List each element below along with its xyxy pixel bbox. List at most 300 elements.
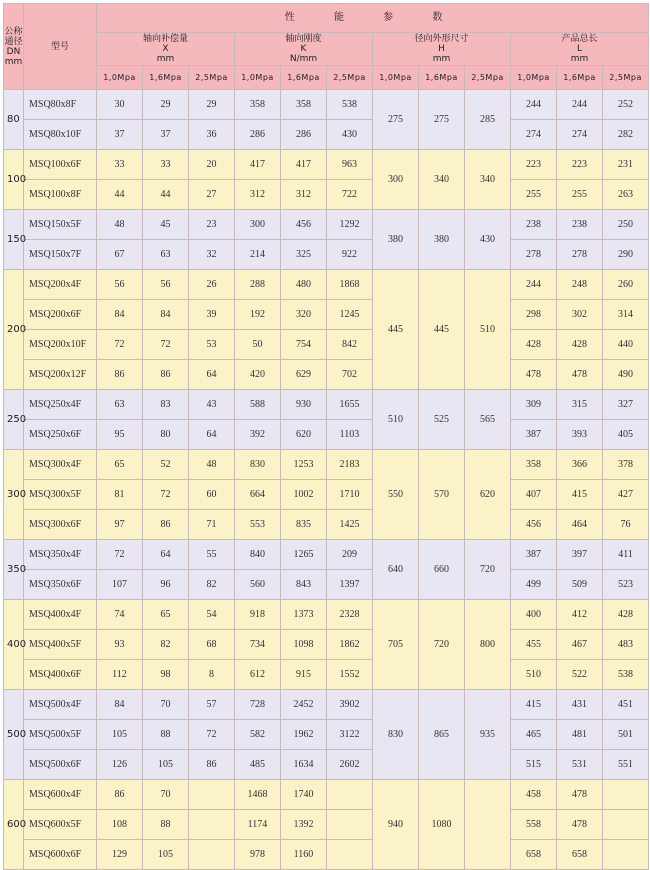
total-length-cell: 315 bbox=[557, 390, 603, 420]
axial-compensation-cell: 126 bbox=[97, 750, 143, 780]
total-length-cell: 490 bbox=[603, 360, 649, 390]
total-length-cell: 400 bbox=[511, 600, 557, 630]
axial-stiffness-cell: 320 bbox=[281, 300, 327, 330]
dn-cell: 350 bbox=[4, 540, 24, 600]
radial-dimension-cell: 275 bbox=[373, 90, 419, 150]
axial-compensation-cell: 86 bbox=[189, 750, 235, 780]
axial-stiffness-cell: 430 bbox=[327, 120, 373, 150]
total-length-cell: 244 bbox=[511, 270, 557, 300]
axial-compensation-cell: 80 bbox=[143, 420, 189, 450]
radial-dimension-cell: 510 bbox=[465, 270, 511, 390]
total-length-cell: 255 bbox=[557, 180, 603, 210]
dn-cell: 80 bbox=[4, 90, 24, 150]
total-length-cell: 274 bbox=[511, 120, 557, 150]
axial-stiffness-cell: 612 bbox=[235, 660, 281, 690]
axial-compensation-cell: 108 bbox=[97, 810, 143, 840]
radial-dimension-cell: 275 bbox=[419, 90, 465, 150]
axial-compensation-cell: 72 bbox=[189, 720, 235, 750]
radial-dimension-cell: 570 bbox=[419, 450, 465, 540]
axial-stiffness-cell: 358 bbox=[235, 90, 281, 120]
total-length-cell: 451 bbox=[603, 690, 649, 720]
group-name: 轴向补偿量 bbox=[142, 34, 188, 44]
axial-compensation-cell: 56 bbox=[97, 270, 143, 300]
total-length-cell: 658 bbox=[511, 840, 557, 870]
model-cell: MSQ200x4F bbox=[24, 270, 97, 300]
total-length-cell: 428 bbox=[511, 330, 557, 360]
axial-compensation-cell: 74 bbox=[97, 600, 143, 630]
axial-stiffness-cell: 754 bbox=[281, 330, 327, 360]
group-sym: L bbox=[577, 44, 583, 54]
axial-compensation-cell: 82 bbox=[189, 570, 235, 600]
axial-compensation-cell: 88 bbox=[143, 810, 189, 840]
table-row bbox=[4, 450, 649, 480]
table-row bbox=[4, 150, 649, 180]
total-length-cell bbox=[603, 840, 649, 870]
total-length-cell: 478 bbox=[557, 780, 603, 810]
axial-stiffness-cell: 485 bbox=[235, 750, 281, 780]
axial-stiffness-cell: 1253 bbox=[281, 450, 327, 480]
radial-dimension-cell: 445 bbox=[419, 270, 465, 390]
total-length-cell: 314 bbox=[603, 300, 649, 330]
axial-stiffness-cell: 1868 bbox=[327, 270, 373, 300]
total-length-cell: 238 bbox=[511, 210, 557, 240]
table-row bbox=[4, 300, 649, 330]
dn-label-1: 公称 bbox=[4, 26, 23, 37]
table-row bbox=[4, 510, 649, 540]
table-row bbox=[4, 180, 649, 210]
table-row bbox=[4, 810, 649, 840]
axial-compensation-cell: 33 bbox=[143, 150, 189, 180]
radial-dimension-cell: 445 bbox=[373, 270, 419, 390]
axial-compensation-cell: 32 bbox=[189, 240, 235, 270]
axial-compensation-cell: 43 bbox=[189, 390, 235, 420]
axial-stiffness-cell: 1160 bbox=[281, 840, 327, 870]
radial-dimension-cell: 1080 bbox=[419, 780, 465, 870]
total-length-cell: 501 bbox=[603, 720, 649, 750]
axial-compensation-cell: 29 bbox=[143, 90, 189, 120]
axial-stiffness-cell: 1655 bbox=[327, 390, 373, 420]
axial-stiffness-cell: 288 bbox=[235, 270, 281, 300]
axial-compensation-cell: 39 bbox=[189, 300, 235, 330]
axial-stiffness-cell: 629 bbox=[281, 360, 327, 390]
axial-compensation-cell: 95 bbox=[97, 420, 143, 450]
model-cell: MSQ300x6F bbox=[24, 510, 97, 540]
table-row bbox=[4, 330, 649, 360]
axial-stiffness-cell: 1552 bbox=[327, 660, 373, 690]
total-length-cell: 510 bbox=[511, 660, 557, 690]
axial-compensation-cell: 55 bbox=[189, 540, 235, 570]
axial-compensation-cell: 72 bbox=[143, 480, 189, 510]
group-header-h bbox=[373, 33, 511, 66]
axial-stiffness-cell: 417 bbox=[281, 150, 327, 180]
radial-dimension-cell: 525 bbox=[419, 390, 465, 450]
axial-stiffness-cell: 420 bbox=[235, 360, 281, 390]
axial-stiffness-cell: 1245 bbox=[327, 300, 373, 330]
axial-stiffness-cell: 2602 bbox=[327, 750, 373, 780]
group-unit: N/mm bbox=[289, 54, 318, 64]
model-cell: MSQ80x8F bbox=[24, 90, 97, 120]
performance-parameter-table bbox=[3, 3, 649, 870]
total-length-cell: 282 bbox=[603, 120, 649, 150]
axial-compensation-cell bbox=[189, 780, 235, 810]
axial-stiffness-cell: 1174 bbox=[235, 810, 281, 840]
axial-compensation-cell: 65 bbox=[143, 600, 189, 630]
model-cell: MSQ200x6F bbox=[24, 300, 97, 330]
total-length-cell: 499 bbox=[511, 570, 557, 600]
model-cell: MSQ100x6F bbox=[24, 150, 97, 180]
table-row bbox=[4, 600, 649, 630]
axial-compensation-cell: 86 bbox=[143, 510, 189, 540]
axial-stiffness-cell: 1397 bbox=[327, 570, 373, 600]
dn-cell: 150 bbox=[4, 210, 24, 270]
axial-compensation-cell: 23 bbox=[189, 210, 235, 240]
model-cell: MSQ250x4F bbox=[24, 390, 97, 420]
axial-compensation-cell: 68 bbox=[189, 630, 235, 660]
total-length-cell: 302 bbox=[557, 300, 603, 330]
axial-stiffness-cell: 1373 bbox=[281, 600, 327, 630]
total-length-cell: 558 bbox=[511, 810, 557, 840]
axial-stiffness-cell: 480 bbox=[281, 270, 327, 300]
radial-dimension-cell: 830 bbox=[373, 690, 419, 780]
axial-stiffness-cell: 358 bbox=[281, 90, 327, 120]
total-length-cell: 252 bbox=[603, 90, 649, 120]
table-row bbox=[4, 840, 649, 870]
axial-compensation-cell bbox=[189, 810, 235, 840]
model-cell: MSQ400x5F bbox=[24, 630, 97, 660]
radial-dimension-cell: 550 bbox=[373, 450, 419, 540]
axial-stiffness-cell: 560 bbox=[235, 570, 281, 600]
model-cell: MSQ200x12F bbox=[24, 360, 97, 390]
axial-compensation-cell: 86 bbox=[97, 780, 143, 810]
radial-dimension-cell: 865 bbox=[419, 690, 465, 780]
axial-stiffness-cell: 50 bbox=[235, 330, 281, 360]
total-length-cell bbox=[603, 810, 649, 840]
model-cell: MSQ400x4F bbox=[24, 600, 97, 630]
axial-compensation-cell bbox=[189, 840, 235, 870]
axial-compensation-cell: 72 bbox=[97, 540, 143, 570]
axial-stiffness-cell: 582 bbox=[235, 720, 281, 750]
radial-dimension-cell: 565 bbox=[465, 390, 511, 450]
group-name: 产品总长 bbox=[561, 34, 598, 44]
table-row bbox=[4, 570, 649, 600]
total-length-cell: 250 bbox=[603, 210, 649, 240]
radial-dimension-cell: 935 bbox=[465, 690, 511, 780]
group-header-k bbox=[235, 33, 373, 66]
total-length-cell: 538 bbox=[603, 660, 649, 690]
table-row bbox=[4, 750, 649, 780]
pressure-header: 1,6Mpa bbox=[557, 66, 603, 90]
dn-label-2: 通径 bbox=[4, 36, 23, 47]
total-length-cell: 405 bbox=[603, 420, 649, 450]
group-sym: X bbox=[162, 44, 169, 54]
axial-stiffness-cell: 2452 bbox=[281, 690, 327, 720]
axial-compensation-cell: 44 bbox=[97, 180, 143, 210]
total-length-cell: 248 bbox=[557, 270, 603, 300]
specification-sheet bbox=[3, 3, 649, 870]
model-cell: MSQ350x6F bbox=[24, 570, 97, 600]
radial-dimension-cell: 720 bbox=[465, 540, 511, 600]
axial-stiffness-cell: 830 bbox=[235, 450, 281, 480]
group-unit: mm bbox=[156, 54, 175, 64]
total-length-cell: 411 bbox=[603, 540, 649, 570]
axial-compensation-cell: 72 bbox=[143, 330, 189, 360]
axial-stiffness-cell: 840 bbox=[235, 540, 281, 570]
axial-stiffness-cell: 392 bbox=[235, 420, 281, 450]
total-length-cell: 387 bbox=[511, 540, 557, 570]
axial-stiffness-cell: 1103 bbox=[327, 420, 373, 450]
group-unit: mm bbox=[570, 54, 589, 64]
table-row bbox=[4, 780, 649, 810]
table-body bbox=[4, 90, 649, 870]
axial-compensation-cell: 107 bbox=[97, 570, 143, 600]
radial-dimension-cell: 380 bbox=[419, 210, 465, 270]
total-length-cell: 456 bbox=[511, 510, 557, 540]
radial-dimension-cell: 640 bbox=[373, 540, 419, 600]
model-cell: MSQ150x7F bbox=[24, 240, 97, 270]
axial-stiffness-cell: 214 bbox=[235, 240, 281, 270]
axial-compensation-cell: 105 bbox=[143, 840, 189, 870]
total-length-cell: 428 bbox=[603, 600, 649, 630]
total-length-cell: 478 bbox=[557, 360, 603, 390]
total-length-cell: 481 bbox=[557, 720, 603, 750]
total-length-cell: 397 bbox=[557, 540, 603, 570]
total-length-cell: 455 bbox=[511, 630, 557, 660]
axial-compensation-cell: 84 bbox=[97, 300, 143, 330]
model-cell: MSQ500x4F bbox=[24, 690, 97, 720]
axial-compensation-cell: 30 bbox=[97, 90, 143, 120]
radial-dimension-cell: 380 bbox=[373, 210, 419, 270]
axial-compensation-cell: 86 bbox=[97, 360, 143, 390]
total-length-cell: 465 bbox=[511, 720, 557, 750]
axial-stiffness-cell: 1392 bbox=[281, 810, 327, 840]
model-header: 型号 bbox=[24, 4, 97, 90]
group-sym: H bbox=[438, 44, 445, 54]
model-cell: MSQ200x10F bbox=[24, 330, 97, 360]
total-length-cell: 531 bbox=[557, 750, 603, 780]
total-length-cell: 378 bbox=[603, 450, 649, 480]
total-length-cell: 278 bbox=[511, 240, 557, 270]
radial-dimension-cell: 940 bbox=[373, 780, 419, 870]
axial-stiffness-cell: 728 bbox=[235, 690, 281, 720]
total-length-cell: 223 bbox=[511, 150, 557, 180]
pressure-header: 2,5Mpa bbox=[189, 66, 235, 90]
axial-stiffness-cell: 918 bbox=[235, 600, 281, 630]
axial-stiffness-cell: 963 bbox=[327, 150, 373, 180]
total-length-cell: 478 bbox=[557, 810, 603, 840]
radial-dimension-cell: 720 bbox=[419, 600, 465, 690]
axial-compensation-cell: 98 bbox=[143, 660, 189, 690]
radial-dimension-cell: 430 bbox=[465, 210, 511, 270]
model-cell: MSQ350x4F bbox=[24, 540, 97, 570]
axial-compensation-cell: 84 bbox=[143, 300, 189, 330]
group-sym: K bbox=[300, 44, 307, 54]
table-row bbox=[4, 690, 649, 720]
axial-stiffness-cell: 300 bbox=[235, 210, 281, 240]
axial-compensation-cell: 84 bbox=[97, 690, 143, 720]
pressure-header: 1,0Mpa bbox=[511, 66, 557, 90]
pressure-header: 1,6Mpa bbox=[419, 66, 465, 90]
total-length-cell: 522 bbox=[557, 660, 603, 690]
table-row bbox=[4, 660, 649, 690]
axial-stiffness-cell: 312 bbox=[235, 180, 281, 210]
axial-compensation-cell: 20 bbox=[189, 150, 235, 180]
radial-dimension-cell bbox=[465, 780, 511, 870]
performance-title: 性 能 参 数 bbox=[97, 4, 649, 33]
total-length-cell: 244 bbox=[511, 90, 557, 120]
model-cell: MSQ150x5F bbox=[24, 210, 97, 240]
total-length-cell: 298 bbox=[511, 300, 557, 330]
pressure-header: 2,5Mpa bbox=[327, 66, 373, 90]
total-length-cell: 658 bbox=[557, 840, 603, 870]
dn-label-4: mm bbox=[4, 56, 23, 67]
axial-compensation-cell: 72 bbox=[97, 330, 143, 360]
total-length-cell: 427 bbox=[603, 480, 649, 510]
axial-compensation-cell: 52 bbox=[143, 450, 189, 480]
axial-compensation-cell: 53 bbox=[189, 330, 235, 360]
total-length-cell: 464 bbox=[557, 510, 603, 540]
axial-compensation-cell: 71 bbox=[189, 510, 235, 540]
total-length-cell: 244 bbox=[557, 90, 603, 120]
axial-compensation-cell: 63 bbox=[143, 240, 189, 270]
axial-compensation-cell: 83 bbox=[143, 390, 189, 420]
model-cell: MSQ500x5F bbox=[24, 720, 97, 750]
axial-stiffness-cell: 1962 bbox=[281, 720, 327, 750]
total-length-cell: 431 bbox=[557, 690, 603, 720]
axial-stiffness-cell: 722 bbox=[327, 180, 373, 210]
axial-stiffness-cell: 312 bbox=[281, 180, 327, 210]
pressure-header: 2,5Mpa bbox=[465, 66, 511, 90]
total-length-cell: 412 bbox=[557, 600, 603, 630]
axial-compensation-cell: 64 bbox=[189, 360, 235, 390]
radial-dimension-cell: 800 bbox=[465, 600, 511, 690]
axial-compensation-cell: 70 bbox=[143, 690, 189, 720]
axial-compensation-cell: 93 bbox=[97, 630, 143, 660]
pressure-header: 1,0Mpa bbox=[373, 66, 419, 90]
axial-stiffness-cell: 1468 bbox=[235, 780, 281, 810]
pressure-header: 1,0Mpa bbox=[97, 66, 143, 90]
total-length-cell: 467 bbox=[557, 630, 603, 660]
dn-cell: 400 bbox=[4, 600, 24, 690]
table-row bbox=[4, 720, 649, 750]
axial-compensation-cell: 27 bbox=[189, 180, 235, 210]
model-cell: MSQ500x6F bbox=[24, 750, 97, 780]
model-cell: MSQ250x6F bbox=[24, 420, 97, 450]
radial-dimension-cell: 340 bbox=[419, 150, 465, 210]
axial-stiffness-cell: 1740 bbox=[281, 780, 327, 810]
total-length-cell: 551 bbox=[603, 750, 649, 780]
axial-compensation-cell: 37 bbox=[97, 120, 143, 150]
axial-compensation-cell: 64 bbox=[143, 540, 189, 570]
axial-stiffness-cell bbox=[327, 780, 373, 810]
axial-compensation-cell: 88 bbox=[143, 720, 189, 750]
axial-stiffness-cell: 1292 bbox=[327, 210, 373, 240]
axial-stiffness-cell: 1425 bbox=[327, 510, 373, 540]
axial-stiffness-cell: 3122 bbox=[327, 720, 373, 750]
table-row bbox=[4, 540, 649, 570]
axial-stiffness-cell bbox=[327, 840, 373, 870]
axial-stiffness-cell: 538 bbox=[327, 90, 373, 120]
total-length-cell: 260 bbox=[603, 270, 649, 300]
axial-stiffness-cell: 842 bbox=[327, 330, 373, 360]
axial-stiffness-cell: 588 bbox=[235, 390, 281, 420]
model-cell: MSQ300x5F bbox=[24, 480, 97, 510]
axial-stiffness-cell: 325 bbox=[281, 240, 327, 270]
axial-compensation-cell: 33 bbox=[97, 150, 143, 180]
group-header-x bbox=[97, 33, 235, 66]
table-header bbox=[4, 4, 649, 90]
total-length-cell: 327 bbox=[603, 390, 649, 420]
axial-stiffness-cell: 922 bbox=[327, 240, 373, 270]
axial-stiffness-cell: 734 bbox=[235, 630, 281, 660]
axial-compensation-cell: 67 bbox=[97, 240, 143, 270]
table-row bbox=[4, 210, 649, 240]
radial-dimension-cell: 300 bbox=[373, 150, 419, 210]
total-length-cell: 223 bbox=[557, 150, 603, 180]
axial-compensation-cell: 105 bbox=[97, 720, 143, 750]
pressure-header: 1,6Mpa bbox=[281, 66, 327, 90]
group-header-l bbox=[511, 33, 649, 66]
axial-stiffness-cell: 2183 bbox=[327, 450, 373, 480]
axial-stiffness-cell: 192 bbox=[235, 300, 281, 330]
axial-stiffness-cell: 1862 bbox=[327, 630, 373, 660]
axial-compensation-cell: 82 bbox=[143, 630, 189, 660]
total-length-cell: 523 bbox=[603, 570, 649, 600]
axial-compensation-cell: 112 bbox=[97, 660, 143, 690]
axial-stiffness-cell: 417 bbox=[235, 150, 281, 180]
axial-compensation-cell: 65 bbox=[97, 450, 143, 480]
table-row bbox=[4, 120, 649, 150]
axial-stiffness-cell: 930 bbox=[281, 390, 327, 420]
total-length-cell: 509 bbox=[557, 570, 603, 600]
axial-compensation-cell: 8 bbox=[189, 660, 235, 690]
model-cell: MSQ400x6F bbox=[24, 660, 97, 690]
table-row bbox=[4, 630, 649, 660]
total-length-cell: 428 bbox=[557, 330, 603, 360]
axial-stiffness-cell: 286 bbox=[235, 120, 281, 150]
axial-compensation-cell: 45 bbox=[143, 210, 189, 240]
axial-compensation-cell: 37 bbox=[143, 120, 189, 150]
axial-stiffness-cell: 1265 bbox=[281, 540, 327, 570]
axial-stiffness-cell: 286 bbox=[281, 120, 327, 150]
dn-cell: 500 bbox=[4, 690, 24, 780]
table-row bbox=[4, 360, 649, 390]
model-cell: MSQ300x4F bbox=[24, 450, 97, 480]
axial-stiffness-cell: 1634 bbox=[281, 750, 327, 780]
dn-cell: 100 bbox=[4, 150, 24, 210]
pressure-header: 1,0Mpa bbox=[235, 66, 281, 90]
total-length-cell: 263 bbox=[603, 180, 649, 210]
axial-compensation-cell: 70 bbox=[143, 780, 189, 810]
dn-cell: 200 bbox=[4, 270, 24, 390]
axial-compensation-cell: 96 bbox=[143, 570, 189, 600]
axial-stiffness-cell: 1098 bbox=[281, 630, 327, 660]
axial-compensation-cell: 63 bbox=[97, 390, 143, 420]
axial-stiffness-cell: 2328 bbox=[327, 600, 373, 630]
total-length-cell bbox=[603, 780, 649, 810]
axial-compensation-cell: 57 bbox=[189, 690, 235, 720]
axial-stiffness-cell: 620 bbox=[281, 420, 327, 450]
pressure-header: 2,5Mpa bbox=[603, 66, 649, 90]
total-length-cell: 440 bbox=[603, 330, 649, 360]
axial-compensation-cell: 64 bbox=[189, 420, 235, 450]
axial-compensation-cell: 48 bbox=[189, 450, 235, 480]
axial-stiffness-cell: 209 bbox=[327, 540, 373, 570]
total-length-cell: 415 bbox=[511, 690, 557, 720]
axial-stiffness-cell: 1710 bbox=[327, 480, 373, 510]
axial-compensation-cell: 81 bbox=[97, 480, 143, 510]
axial-compensation-cell: 60 bbox=[189, 480, 235, 510]
radial-dimension-cell: 705 bbox=[373, 600, 419, 690]
